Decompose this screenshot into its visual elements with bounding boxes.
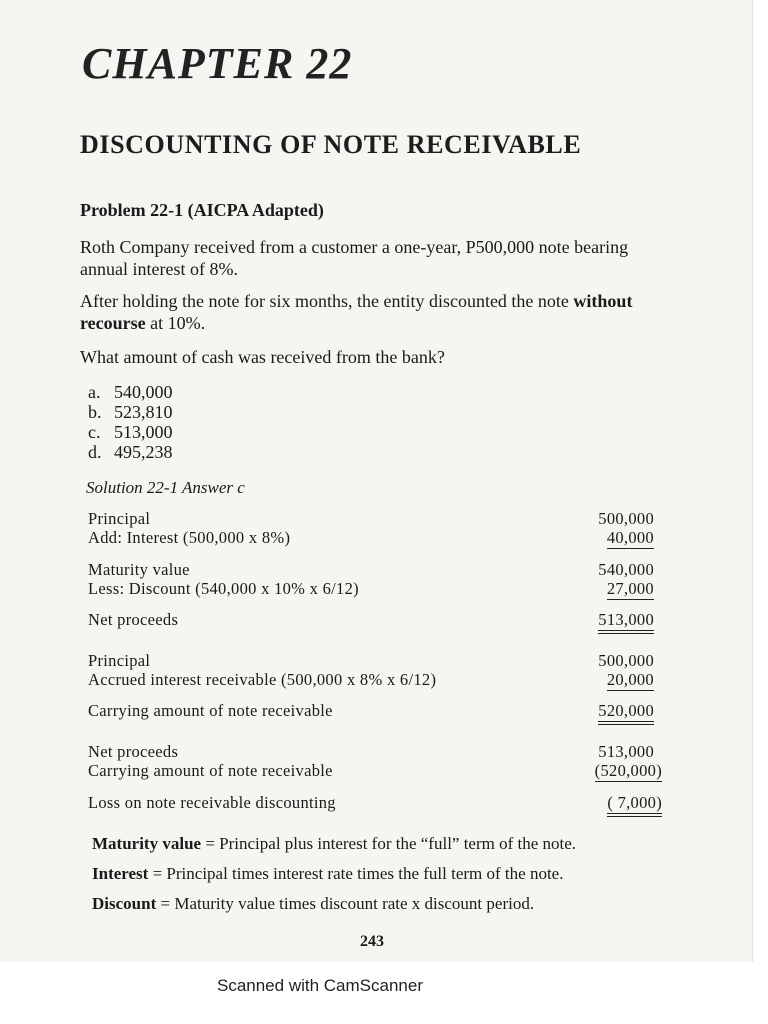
solution-row: Less: Discount (540,000 x 10% x 6/12) 27,000: [88, 579, 654, 598]
problem-paragraph-2: After holding the note for six months, the entity discounted the note without recourse at 10%.: [80, 291, 633, 333]
solution-row: Net proceeds 513,000: [88, 742, 654, 761]
solution-row: Accrued interest receivable (500,000 x 8% x 6/12) 20,000: [88, 670, 654, 689]
scanner-watermark: Scanned with CamScanner: [216, 976, 423, 995]
choice-c: c. 513,000: [88, 422, 173, 442]
chapter-title: DISCOUNTING OF NOTE RECEIVABLE: [80, 130, 582, 159]
solution-row-total: Carrying amount of note receivable 520,000: [88, 701, 654, 721]
problem-paragraph-1: Roth Company received from a customer a one-year, P500,000 note bearing annual interest of 8%.: [80, 237, 629, 279]
solution-row-total: Net proceeds 513,000: [88, 610, 654, 630]
definition-interest: Interest = Principal times interest rate times the full term of the note.: [92, 864, 564, 883]
page-number: 243: [360, 933, 384, 950]
solution-row: Add: Interest (500,000 x 8%) 40,000: [88, 528, 654, 547]
solution-row-total: Loss on note receivable discounting ( 7,000): [88, 793, 654, 813]
choice-d: d. 495,238: [88, 442, 173, 462]
definition-discount: Discount = Maturity value times discount rate x discount period.: [92, 894, 535, 913]
problem-question: What amount of cash was received from the bank?: [80, 347, 445, 367]
solution-row: Principal 500,000: [88, 651, 654, 670]
problem-heading: Problem 22-1 (AICPA Adapted): [80, 200, 324, 220]
solution-heading: Solution 22-1 Answer c: [86, 478, 245, 497]
chapter-heading: CHAPTER 22: [82, 39, 353, 88]
solution-row: Principal 500,000: [88, 509, 654, 528]
choice-a: a. 540,000: [88, 382, 173, 402]
choice-b: b. 523,810: [88, 402, 173, 422]
definition-maturity-value: Maturity value = Principal plus interest for the “full” term of the note.: [92, 834, 577, 853]
solution-row: Maturity value 540,000: [88, 560, 654, 579]
emphasis-without-recourse: without recourse: [80, 291, 633, 333]
answer-choices: [88, 382, 173, 462]
solution-row: Carrying amount of note receivable (520,000): [88, 761, 662, 780]
